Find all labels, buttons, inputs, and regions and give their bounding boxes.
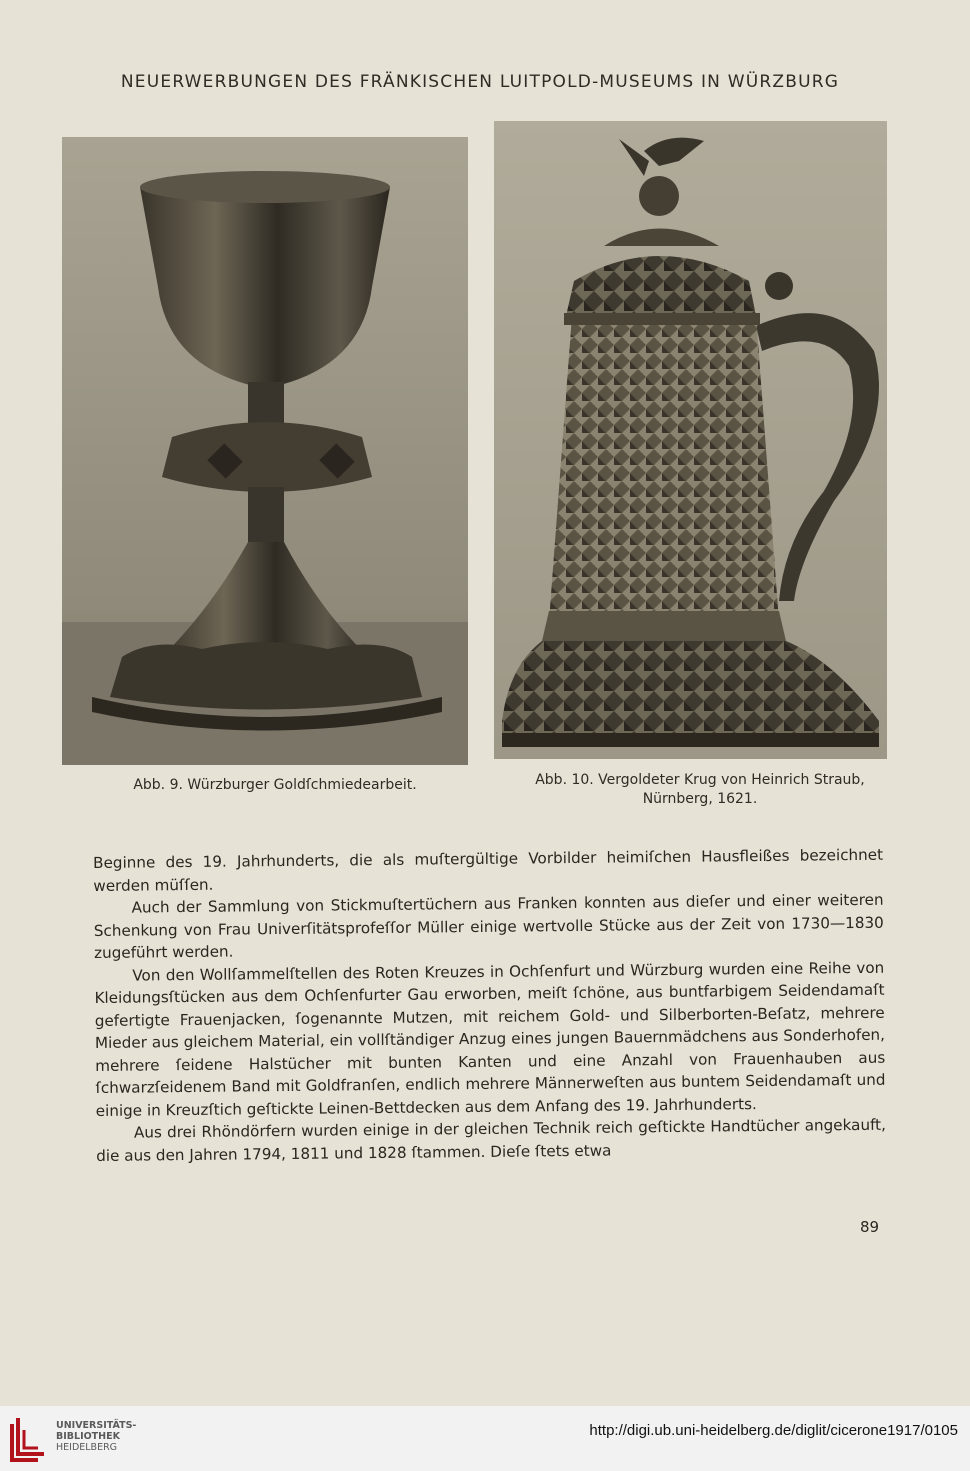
figure-10-caption-line1: Abb. 10. Vergoldeter Krug von Heinrich Straub, <box>535 772 865 788</box>
library-name-line1: UNIVERSITÄTS- <box>56 1420 137 1431</box>
page-number: 89 <box>860 1218 880 1236</box>
running-header: NEUERWERBUNGEN DES FRÄNKISCHEN LUITPOLD-MUSEUMS IN WÜRZBURG <box>120 72 840 92</box>
paragraph: Auch der Sammlung von Stickmuſtertüchern aus Franken konnten aus dieſer und einer weiteren Schenkung von Frau Univerſitätsprofeſſor Müller einige wertvolle Stücke aus der Zeit von 1730—1830 zugeführt werden. <box>93 890 884 962</box>
chalice-photo <box>62 137 468 765</box>
figure-9-caption: Abb. 9. Würzburger Goldſchmiedearbeit. <box>133 777 417 793</box>
tankard-photo <box>494 121 887 759</box>
library-name-line3: HEIDELBERG <box>56 1442 118 1453</box>
figure-10-caption <box>500 771 900 809</box>
library-logo-icon <box>8 1414 48 1464</box>
figure-10-caption-line2: Nürnberg, 1621. <box>642 791 758 807</box>
paragraph: Von den Wollſammelſtellen des Roten Kreuzes in Ochſenfurt und Würzburg wurden eine Reihe von Kleidungsſtücken aus dem Ochſenfurter Gau erworben, meiſt ſchöne, aus buntfarbigem Seidendamaſt gefertigte Frauenjacken, ſogenannte Mutzen, mit reichem Gold- und Silberborten-Beſatz, mehrere Mieder aus gleichem Material, ein vollſtändiger Anzug eines jungen Bauernmädchens aus Sonderhofen, mehrere ſeidene Halstücher mit bunten Kanten und eine Anzahl von Frauenhauben aus ſchwarzſeidenem Band mit Goldfranſen, endlich mehrere Männerweſten aus buntem Seidendamaſt und einige in Kreuzſtich geſtickte Leinen-Bettdecken aus dem Anfang des 19. Jahrhunderts. <box>94 958 886 1120</box>
paragraph: Beginne des 19. Jahrhunderts, die als muſtergültige Vorbilder heimiſchen Hausfleißes bezeichnet werden müſſen. <box>93 845 884 895</box>
library-name <box>56 1420 136 1453</box>
paragraph: Aus drei Rhöndörfern wurden einige in der gleichen Technik reich geſtickte Handtücher angekauft, die aus den Jahren 1794, 1811 und 1828 ſtammen. Dieſe ſtets etwa <box>96 1115 886 1165</box>
source-url-link[interactable]: http://digi.ub.uni-heidelberg.de/diglit/cicerone1917/0105 <box>589 1422 958 1439</box>
digitization-footer <box>0 1406 970 1471</box>
body-text <box>93 844 886 1167</box>
library-name-line2: BIBLIOTHEK <box>56 1431 120 1442</box>
